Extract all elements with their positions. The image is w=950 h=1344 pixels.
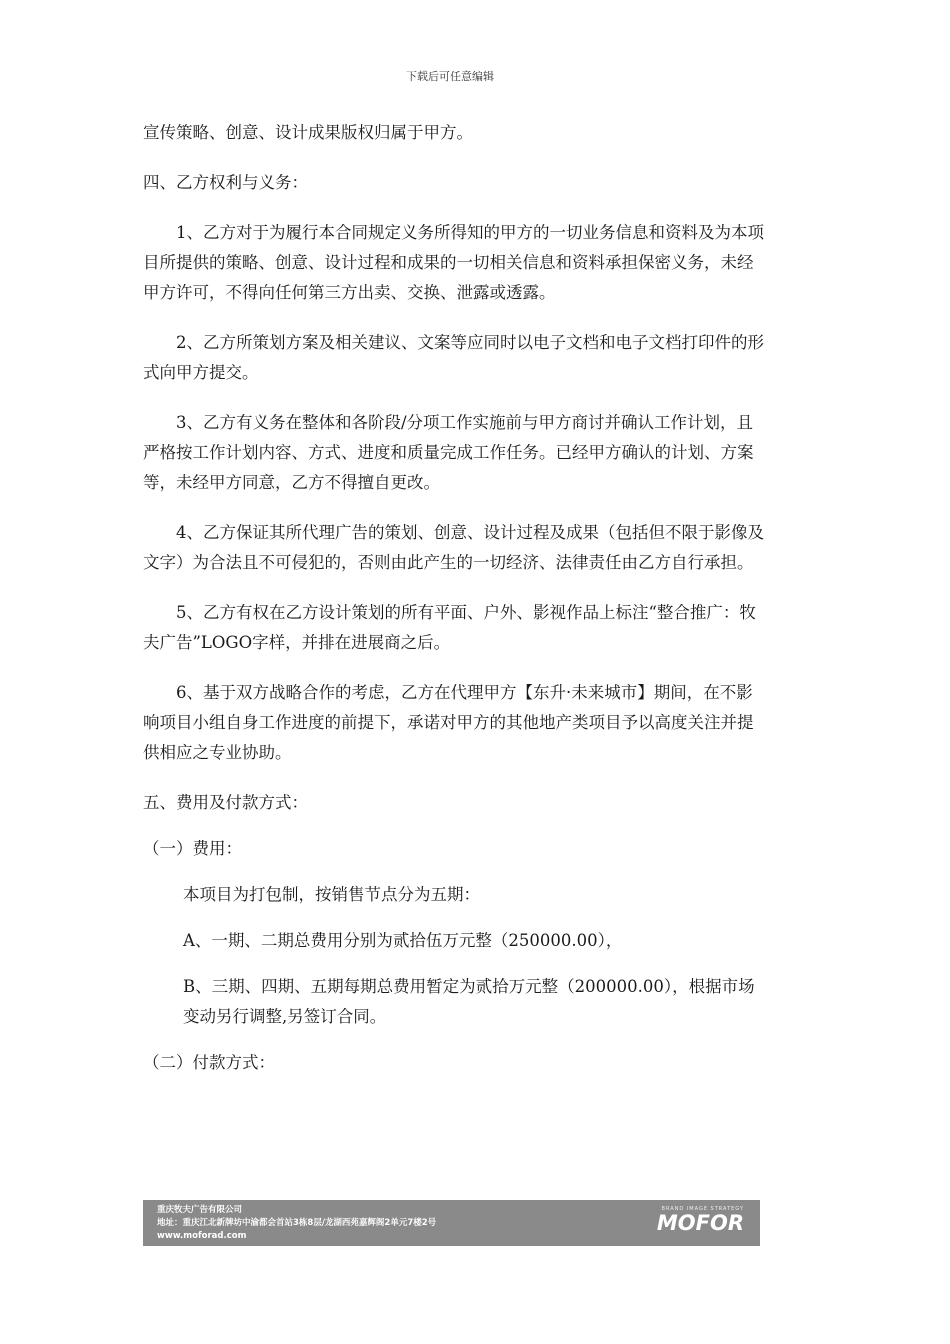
clause-4-3: 3、乙方有义务在整体和各阶段/分项工作实施前与甲方商讨并确认工作计划，且严格按工作计划内容、方式、进度和质量完成工作任务。已经甲方确认的计划、方案等，未经甲方同意，乙方不得擅自更改。 — [143, 413, 754, 492]
fees-item-b: B、三期、四期、五期每期总费用暂定为贰拾万元整（200000.00），根据市场变动另行调整,另签订合同。 — [183, 977, 755, 1026]
footer-company: 重庆牧夫广告有限公司 — [157, 1205, 243, 1215]
paragraph-copyright: 宣传策略、创意、设计成果版权归属于甲方。 — [143, 123, 473, 142]
logo-tagline: BRAND IMAGE STRATEGY — [661, 1206, 744, 1212]
fees-intro: 本项目为打包制，按销售节点分为五期： — [183, 885, 480, 904]
clause-4-6: 6、基于双方战略合作的考虑，乙方在代理甲方【东升·未来城市】期间，在不影响项目小组自身工作进度的前提下，承诺对甲方的其他地产类项目予以高度关注并提供相应之专业协助。 — [143, 683, 754, 762]
clause-4-1: 1、乙方对于为履行本合同规定义务所得知的甲方的一切业务信息和资料及为本项目所提供的策略、创意、设计过程和成果的一切相关信息和资料承担保密义务，未经甲方许可，不得向任何第三方出卖、交换、泄露或透露。 — [143, 223, 764, 302]
subsection-payment: （二）付款方式： — [143, 1053, 275, 1072]
section-heading-5: 五、费用及付款方式： — [143, 793, 308, 812]
header-note: 下载后可任意编辑 — [406, 70, 494, 83]
clause-4-2: 2、乙方所策划方案及相关建议、文案等应同时以电子文档和电子文档打印件的形式向甲方提交。 — [143, 333, 764, 382]
footer-website: www.moforad.com — [157, 1231, 247, 1241]
footer-contact — [157, 1204, 436, 1243]
logo-wordmark: MOFOR — [656, 1211, 744, 1235]
section-heading-4: 四、乙方权利与义务： — [143, 173, 308, 192]
fees-item-a: A、一期、二期总费用分别为贰拾伍万元整（250000.00）， — [183, 931, 623, 950]
footer-banner — [143, 1200, 760, 1246]
mofor-logo — [644, 1206, 744, 1240]
document-body — [143, 118, 768, 1078]
clause-4-5: 5、乙方有权在乙方设计策划的所有平面、户外、影视作品上标注“整合推广：牧夫广告”LOGO字样，并排在进展商之后。 — [143, 603, 756, 652]
clause-4-4: 4、乙方保证其所代理广告的策划、创意、设计过程及成果（包括但不限于影像及文字）为合法且不可侵犯的，否则由此产生的一切经济、法律责任由乙方自行承担。 — [143, 523, 764, 572]
footer-address: 地址：重庆江北新牌坊中渝都会首站3栋8层/龙湖西苑嘉辉阁2单元7楼2号 — [157, 1218, 437, 1228]
subsection-fees: （一）费用： — [143, 839, 242, 858]
